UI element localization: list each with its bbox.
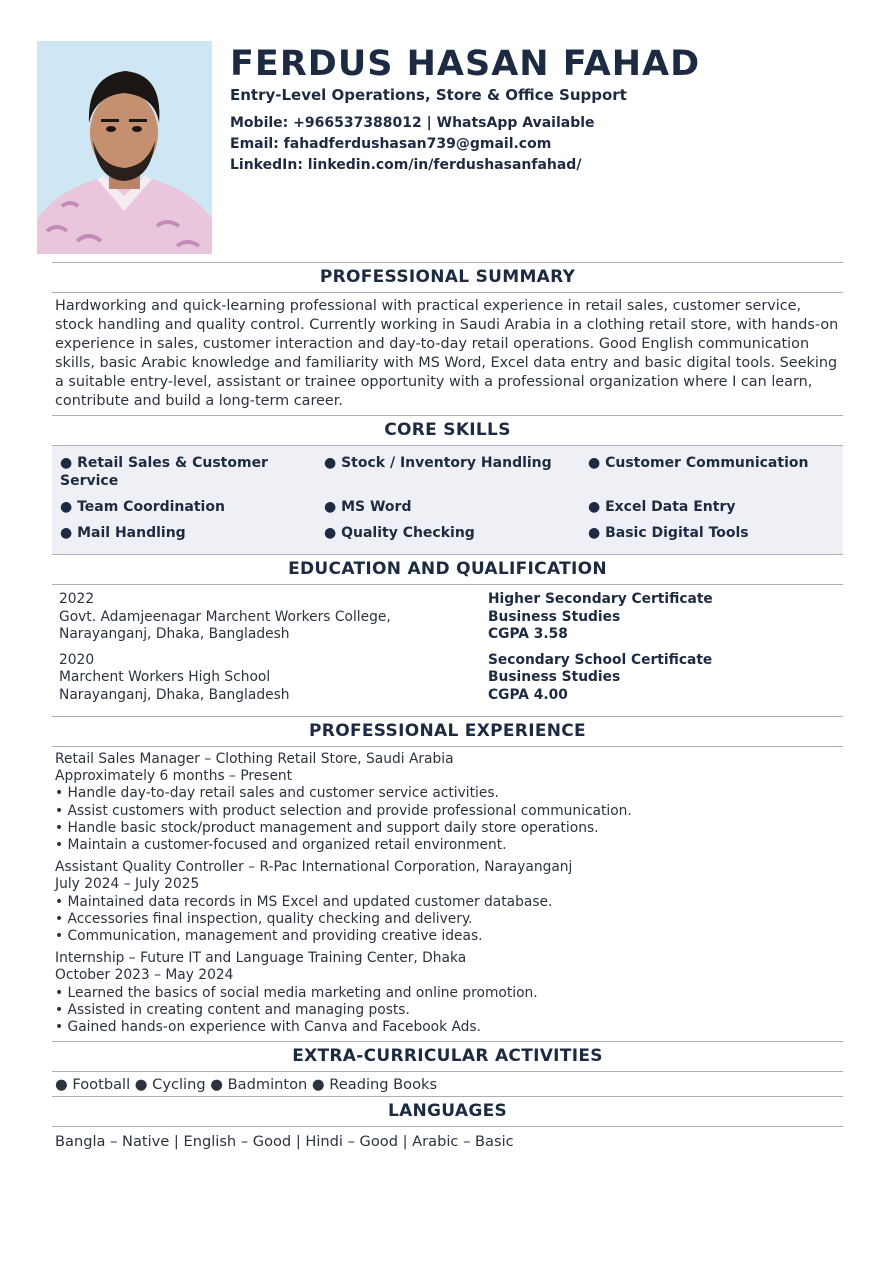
- job-entry: [55, 751, 840, 854]
- activities-heading: EXTRA-CURRICULAR ACTIVITIES: [52, 1041, 843, 1072]
- education-institution: Marchent Workers High School: [59, 669, 271, 685]
- job-role: Internship – Future IT and Language Training Center, Dhaka: [55, 950, 467, 967]
- email-line[interactable]: Email: fahadferdushasan739@gmail.com: [230, 136, 552, 152]
- skill-item: ● Team Coordination: [60, 499, 225, 515]
- profile-photo: [37, 41, 212, 254]
- summary-text: Hardworking and quick-learning professional with practical experience in retail sales, customer service, stock handling and quality control. Currently working in Saudi Arabia in a clothing retail store, with hands-on experience in sales, customer interaction and day-to-day retail operations. Good English communication skills, basic Arabic knowledge and familiarity with MS Word, Excel data entry and basic digital tools. Seeking a suitable entry-level, assistant or trainee opportunity with a professional organization where I can learn, contribute and build a long-term career.: [55, 298, 839, 409]
- education-heading: EDUCATION AND QUALIFICATION: [52, 554, 843, 585]
- job-bullet: • Communication, management and providing creative ideas.: [55, 928, 483, 945]
- education-location: Narayanganj, Dhaka, Bangladesh: [59, 626, 290, 642]
- education-group: Business Studies: [488, 669, 621, 685]
- skill-item: ● MS Word: [324, 499, 412, 515]
- education-result: CGPA 4.00: [488, 686, 568, 703]
- education-institution: Govt. Adamjeenagar Marchent Workers College,: [59, 608, 391, 625]
- linkedin-line[interactable]: LinkedIn: linkedin.com/in/ferdushasanfahad/: [230, 157, 582, 173]
- candidate-headline: Entry-Level Operations, Store & Office Support: [230, 86, 627, 104]
- job-period: October 2023 – May 2024: [55, 967, 234, 984]
- skill-item: ● Basic Digital Tools: [588, 525, 749, 541]
- job-bullet: • Assisted in creating content and managing posts.: [55, 1001, 410, 1018]
- activities-text: ● Football ● Cycling ● Badminton ● Reading Books: [55, 1076, 438, 1094]
- mobile-line: Mobile: +966537388012 | WhatsApp Available: [230, 115, 595, 131]
- job-bullet: • Maintained data records in MS Excel and updated customer database.: [55, 893, 553, 910]
- skill-item: ● Quality Checking: [324, 525, 475, 541]
- candidate-name: FERDUS HASAN FAHAD: [230, 44, 701, 84]
- education-entry: [59, 591, 843, 644]
- job-period: Approximately 6 months – Present: [55, 768, 293, 785]
- job-bullet: • Assist customers with product selection and provide professional communication.: [55, 802, 632, 819]
- job-bullet: • Gained hands-on experience with Canva and Facebook Ads.: [55, 1019, 482, 1036]
- skill-item: ● Customer Communication: [588, 455, 809, 471]
- experience-list: [52, 747, 843, 1036]
- education-degree: Higher Secondary Certificate: [488, 591, 713, 607]
- resume-body: [52, 262, 843, 1156]
- job-role: Retail Sales Manager – Clothing Retail Store, Saudi Arabia: [55, 751, 454, 767]
- education-entry: [59, 652, 843, 705]
- resume-header: [230, 44, 870, 176]
- education-list: [52, 585, 843, 716]
- skill-item: ● Mail Handling: [60, 525, 186, 541]
- skill-item: ● Stock / Inventory Handling: [324, 455, 552, 471]
- summary-heading: PROFESSIONAL SUMMARY: [52, 262, 843, 293]
- job-bullet: • Learned the basics of social media marketing and online promotion.: [55, 984, 538, 1001]
- education-year: 2022: [59, 591, 95, 607]
- education-location: Narayanganj, Dhaka, Bangladesh: [59, 686, 290, 703]
- skills-grid: [52, 446, 843, 554]
- skills-heading: CORE SKILLS: [52, 415, 843, 446]
- job-bullet: • Maintain a customer-focused and organized retail environment.: [55, 837, 507, 854]
- languages-text: Bangla – Native | English – Good | Hindi – Good | Arabic – Basic: [55, 1133, 514, 1151]
- job-bullet: • Handle day-to-day retail sales and customer service activities.: [55, 785, 499, 802]
- skill-item: ● Excel Data Entry: [588, 499, 736, 515]
- job-role: Assistant Quality Controller – R-Pac International Corporation, Narayanganj: [55, 859, 573, 876]
- skill-item: ● Retail Sales & Customer Service: [60, 455, 268, 489]
- job-entry: [55, 859, 840, 945]
- education-degree: Secondary School Certificate: [488, 651, 713, 668]
- education-year: 2020: [59, 651, 95, 668]
- languages-heading: LANGUAGES: [52, 1096, 843, 1127]
- contact-block: [230, 113, 870, 176]
- experience-heading: PROFESSIONAL EXPERIENCE: [52, 716, 843, 747]
- job-bullet: • Handle basic stock/product management and support daily store operations.: [55, 819, 599, 836]
- job-entry: [55, 950, 840, 1036]
- job-period: July 2024 – July 2025: [55, 876, 200, 893]
- education-group: Business Studies: [488, 608, 621, 625]
- job-bullet: • Accessories final inspection, quality checking and delivery.: [55, 910, 473, 927]
- education-result: CGPA 3.58: [488, 626, 568, 642]
